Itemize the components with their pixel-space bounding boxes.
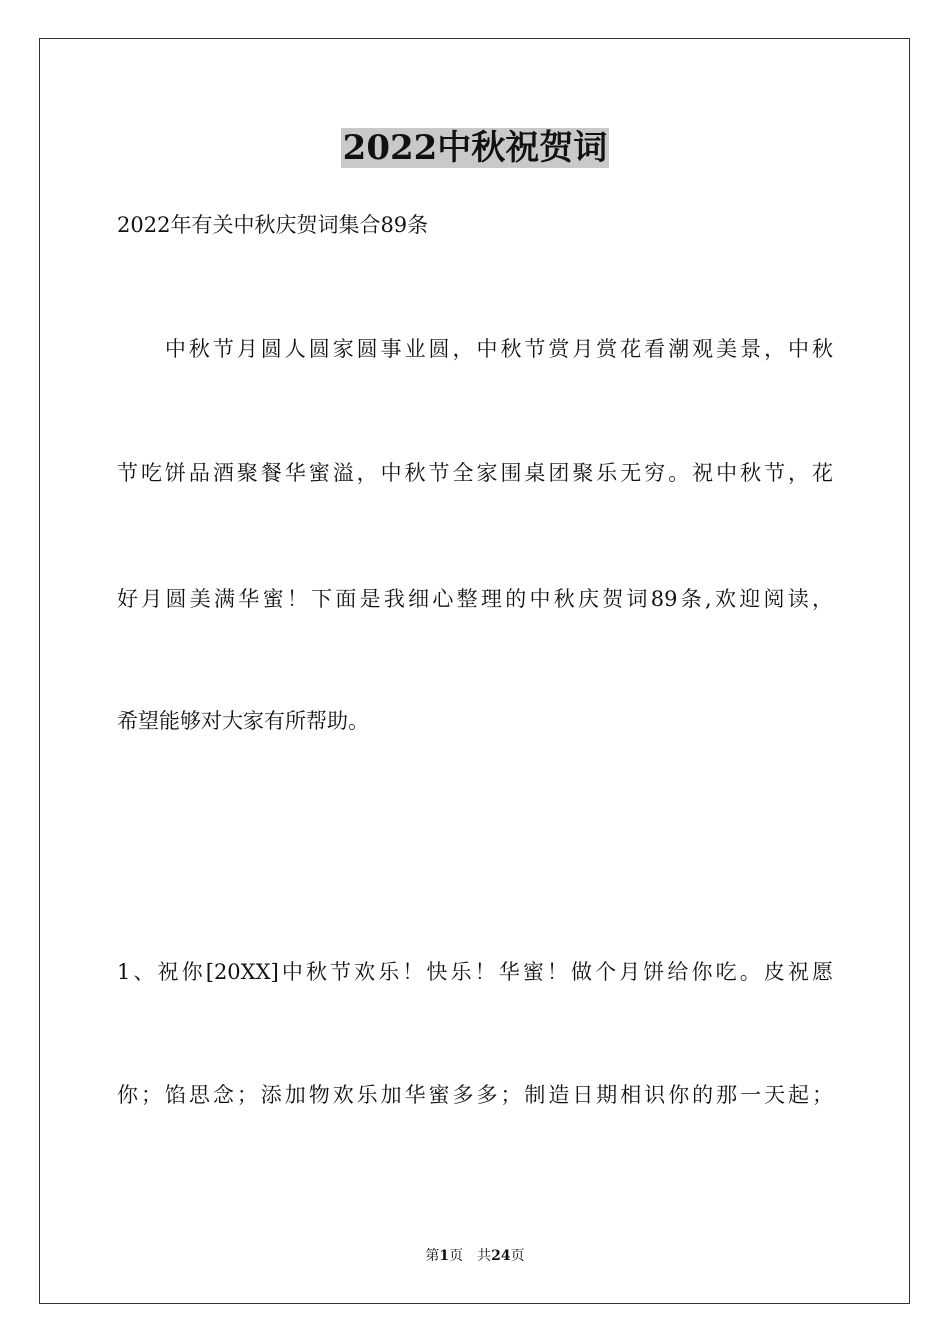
page-number-footer — [0, 1246, 950, 1266]
footer-suffix: 页 — [510, 1248, 525, 1264]
intro-line-2: 节吃饼品酒聚餐华蜜溢，中秋节全家围桌团聚乐无穷。祝中秋节，花 — [117, 461, 833, 485]
document-subtitle: 2022年有关中秋庆贺词集合89条 — [117, 213, 429, 237]
intro-line-1: 中秋节月圆人圆家圆事业圆，中秋节赏月赏花看潮观美景，中秋 — [117, 337, 833, 361]
item-line-2: 你；馅思念；添加物欢乐加华蜜多多；制造日期相识你的那一天起； — [117, 1083, 833, 1107]
item-line-1: 1、祝你[20XX]中秋节欢乐！快乐！华蜜！做个月饼给你吃。皮祝愿 — [117, 960, 833, 984]
footer-mid: 页 共 — [449, 1248, 492, 1264]
footer-current-page: 1 — [439, 1248, 450, 1264]
document-title — [0, 126, 950, 170]
document-title-text: 2022中秋祝贺词 — [342, 128, 608, 168]
footer-total-pages: 24 — [491, 1248, 511, 1264]
footer-prefix: 第 — [425, 1248, 440, 1264]
intro-line-3: 好月圆美满华蜜！下面是我细心整理的中秋庆贺词89条,欢迎阅读， — [117, 587, 833, 611]
intro-line-4: 希望能够对大家有所帮助。 — [117, 709, 369, 733]
